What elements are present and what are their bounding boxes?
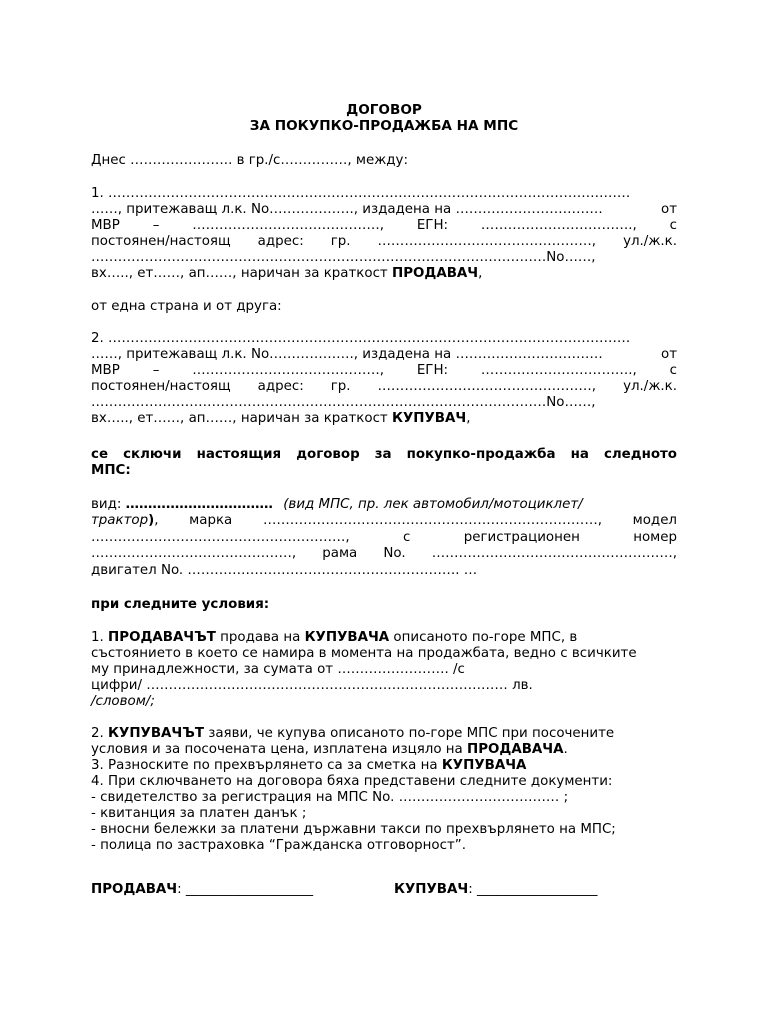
text-segment: настоящия <box>196 447 282 462</box>
text-segment: описаното по-горе МПС, в <box>389 630 578 645</box>
vehicle-line <box>91 530 677 546</box>
buyer-signature <box>394 882 598 898</box>
text-segment: ул./ж.к. <box>623 379 677 394</box>
text-segment: …………………………………………………, <box>91 530 350 545</box>
text-segment: вх….., ет……, ап……, наричан за краткост <box>91 411 392 426</box>
text-segment: модел <box>632 513 677 528</box>
text-segment: ……………………………., <box>480 218 637 233</box>
seller-signature-label: ПРОДАВАЧ <box>91 882 178 897</box>
text-segment: ………………………………………………, <box>431 546 677 561</box>
text-segment: постоянен/настоящ <box>91 234 231 249</box>
doc-title: ДОГОВОР <box>346 102 422 118</box>
text-segment: …………………………………………, <box>377 234 597 249</box>
text-segment: номер <box>633 530 677 545</box>
text-segment: . <box>563 742 568 757</box>
text-segment: постоянен/настоящ <box>91 379 231 394</box>
clause-line: му принадлежности, за сумата от ……………………. /с <box>91 662 465 677</box>
text-segment: КУПУВАЧЪТ <box>108 726 204 741</box>
text-segment: ПРОДАВАЧА <box>467 742 564 757</box>
vehicle-line <box>91 497 677 513</box>
text-segment: ) <box>148 513 155 528</box>
party-1-line: …………………………………………………………………………………………No……, <box>91 250 596 265</box>
text-segment: от <box>661 347 677 362</box>
party-2-line <box>91 363 677 379</box>
text-segment: адрес: <box>257 234 304 249</box>
text-segment: марка <box>189 513 233 528</box>
party-2-line <box>91 379 677 395</box>
buyer-role: КУПУВАЧ <box>392 411 467 426</box>
text-segment: КУПУВАЧА <box>441 758 527 773</box>
buyer-signature-label: КУПУВАЧ <box>394 882 469 897</box>
text-segment: продава на <box>215 630 305 645</box>
seller-signature-line: : ___________________ <box>177 882 314 897</box>
text-segment: …………………………… <box>125 497 273 512</box>
text-segment: регистрационен <box>463 530 580 545</box>
party-1-line <box>91 266 677 282</box>
text-segment: 3. Разноските по прехвърлянето са за сметка на <box>91 758 442 773</box>
text-segment: …………………………………………, <box>377 379 597 394</box>
vehicle-line <box>91 513 677 529</box>
text-segment: 2. <box>91 726 109 741</box>
text-segment: с <box>669 218 677 233</box>
text-segment: ……, притежаващ л.к. No………………., издадена на …………………………… <box>91 347 603 362</box>
clause-3 <box>91 758 677 774</box>
text-segment: цифри/ ……………………………………………………………………… <box>91 678 508 693</box>
text-segment: следното <box>603 447 677 462</box>
clause-line <box>91 726 677 742</box>
text-segment: трактор <box>91 513 149 528</box>
doc-subtitle: ЗА ПОКУПКО-ПРОДАЖБА НА МПС <box>249 118 519 134</box>
clause-line: 4. При сключването на договора бяха представени следните документи: <box>91 774 613 789</box>
text-segment: ПРОДАВАЧЪТ <box>108 630 216 645</box>
text-segment: покупко-продажба <box>406 447 556 462</box>
text-segment: КУПУВАЧА <box>304 630 390 645</box>
party-2-line <box>91 411 677 427</box>
text-segment: ул./ж.к. <box>623 234 677 249</box>
seller-role: ПРОДАВАЧ <box>392 266 479 281</box>
clause-line <box>91 742 677 758</box>
conclude-line: МПС: <box>91 463 131 478</box>
clause-line: /словом/; <box>91 694 155 709</box>
text-segment: рама <box>322 546 358 561</box>
text-segment: МВР <box>91 363 120 378</box>
text-segment: 1. <box>91 630 109 645</box>
document-list-item: - вносни бележки за платени държавни такси по прехвърлянето на МПС; <box>91 822 616 837</box>
party-1-line <box>91 234 677 250</box>
text-segment: ЕГН: <box>416 363 449 378</box>
text-segment: договор <box>296 447 360 462</box>
buyer-signature-line: : __________________ <box>468 882 598 897</box>
clause-line: състоянието в което се намира в момента на продажбата, ведно с всичките <box>91 646 637 661</box>
party-2-line: 2. ……………………………………………………………………………………………………… <box>91 331 631 346</box>
text-segment: МВР <box>91 218 120 233</box>
text-segment: на <box>570 447 589 462</box>
text-segment: ……………………………………, <box>192 218 384 233</box>
text-segment: адрес: <box>257 379 304 394</box>
text-segment: заяви, че купува описаното по-горе МПС при посочените <box>203 726 615 741</box>
text-segment: с <box>669 363 677 378</box>
text-segment: , <box>466 411 471 426</box>
text-segment: , <box>154 513 159 528</box>
text-segment: – <box>152 218 160 233</box>
text-segment: се <box>91 447 109 462</box>
seller-signature <box>91 882 313 897</box>
text-segment: с <box>403 530 411 545</box>
text-segment: ………………………………………, <box>91 546 297 561</box>
intro-line: Днес ………………….. в гр./с……………, между: <box>91 153 408 168</box>
text-segment: (вид МПС, пр. лек автомобил/мотоциклет/ <box>283 497 583 512</box>
text-segment: ……, притежаващ л.к. No………………., издадена на …………………………… <box>91 202 603 217</box>
text-segment: условия и за посочената цена, изплатена изцяло на <box>91 742 468 757</box>
text-segment: …………………………………………………………………, <box>262 513 602 528</box>
party-1-line: 1. ……………………………………………………………………………………………………… <box>91 186 631 201</box>
signature-row <box>91 882 677 898</box>
text-segment: , <box>478 266 483 281</box>
text-segment: ……………………………………, <box>192 363 384 378</box>
document-list-item: - квитанция за платен данък ; <box>91 806 307 821</box>
text-segment: от <box>661 202 677 217</box>
text-segment: No. <box>383 546 406 561</box>
between-line: от една страна и от друга: <box>91 299 282 314</box>
vehicle-line <box>91 546 677 562</box>
text-segment: вид: <box>91 497 122 512</box>
party-2-line <box>91 347 677 363</box>
party-1-line <box>91 202 677 218</box>
clause-line <box>91 678 603 694</box>
party-2-line: …………………………………………………………………………………………No……, <box>91 395 596 410</box>
clause-line <box>91 630 677 646</box>
text-segment: ……………………………., <box>480 363 637 378</box>
text-segment: вх….., ет……, ап……, наричан за краткост <box>91 266 392 281</box>
document-list-item: - полица по застраховка “Гражданска отговорност”. <box>91 838 466 853</box>
text-segment: сключи <box>123 447 182 462</box>
document-list-item: - свидетелство за регистрация на МПС No. ……………………………… ; <box>91 790 569 805</box>
text-segment: за <box>374 447 392 462</box>
text-segment: гр. <box>330 234 351 249</box>
text-segment: ЕГН: <box>416 218 449 233</box>
text-segment: гр. <box>330 379 351 394</box>
text-segment: лв. <box>512 678 533 693</box>
vehicle-line: двигател No. ……………………………………………………. … <box>91 563 478 578</box>
conditions-heading: при следните условия: <box>91 597 270 612</box>
conclude-line <box>91 447 677 463</box>
party-1-line <box>91 218 677 234</box>
text-segment: – <box>152 363 160 378</box>
